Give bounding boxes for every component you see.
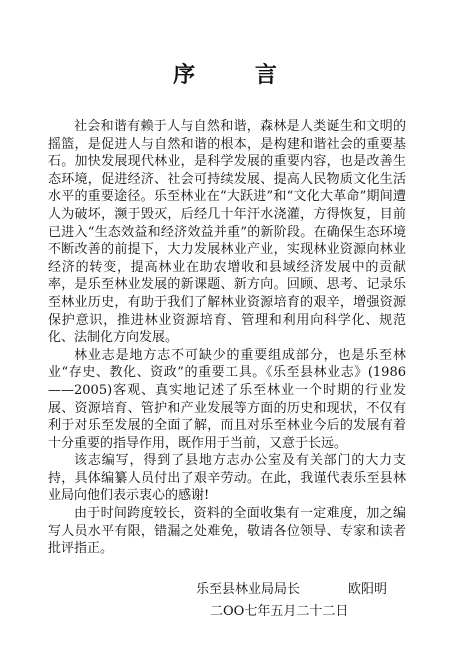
signature-organization: 乐至县林业局局长 <box>196 582 301 597</box>
paragraph-4: 由于时间跨度较长，资料的全面收集有一定难度，加之编写人员水平有限，错漏之处难免，敬请各位领导、专家和读者批评指正。 <box>48 506 406 557</box>
signature-date: 二OO七年五月二十二日 <box>210 604 349 619</box>
preface-body <box>48 118 406 558</box>
paragraph-2: 林业志是地方志不可缺少的重要组成部分，也是乐至林业“存史、教化、资政”的重要工具。《乐至县林业志》(1986——2005)客观、真实地记述了乐至林业一个时期的行业发展、资源培育、管护和产业发展等方面的历史和现状，不仅有利于对乐至发展的全面了解，而且对乐至林业今后的发展有着十分重要的指导作用，既作用于当前，又意于长远。 <box>48 347 406 451</box>
paragraph-3: 该志编写，得到了县地方志办公室及有关部门的大力支持，具体编纂人员付出了艰辛劳动。在此，我谨代表乐至县林业局向他们表示衷心的感谢! <box>48 453 406 504</box>
paragraph-1: 社会和谐有赖于人与自然和谐，森林是人类诞生和文明的摇篮，是促进人与自然和谐的根本，是构建和谐社会的重要基石。加快发展现代林业，是科学发展的重要内容，也是改善生态环境，促进经济、社会可持续发展、提高人民物质文化生活水平的重要途径。乐至林业在“大跃进”和“文化大革命”期间遭人为破坏，濒于毁灭，后经几十年汗水浇灌，方得恢复，目前已进入“生态效益和经济效益并重”的新阶段。在确保生态环境不断改善的前提下，大力发展林业产业，实现林业资源向林业经济的转变，提高林业在助农增收和县域经济发展中的贡献率，是乐至林业发展的新课题、新方向。回顾、思考、记录乐至林业历史，有助于我们了解林业资源培育的艰辛，增强资源保护意识，推进林业资源培育、管理和利用向科学化、规范化、法制化方向发展。 <box>48 119 406 346</box>
page-title: 序 言 <box>173 62 303 88</box>
signature-name: 欧阳明 <box>348 582 388 597</box>
